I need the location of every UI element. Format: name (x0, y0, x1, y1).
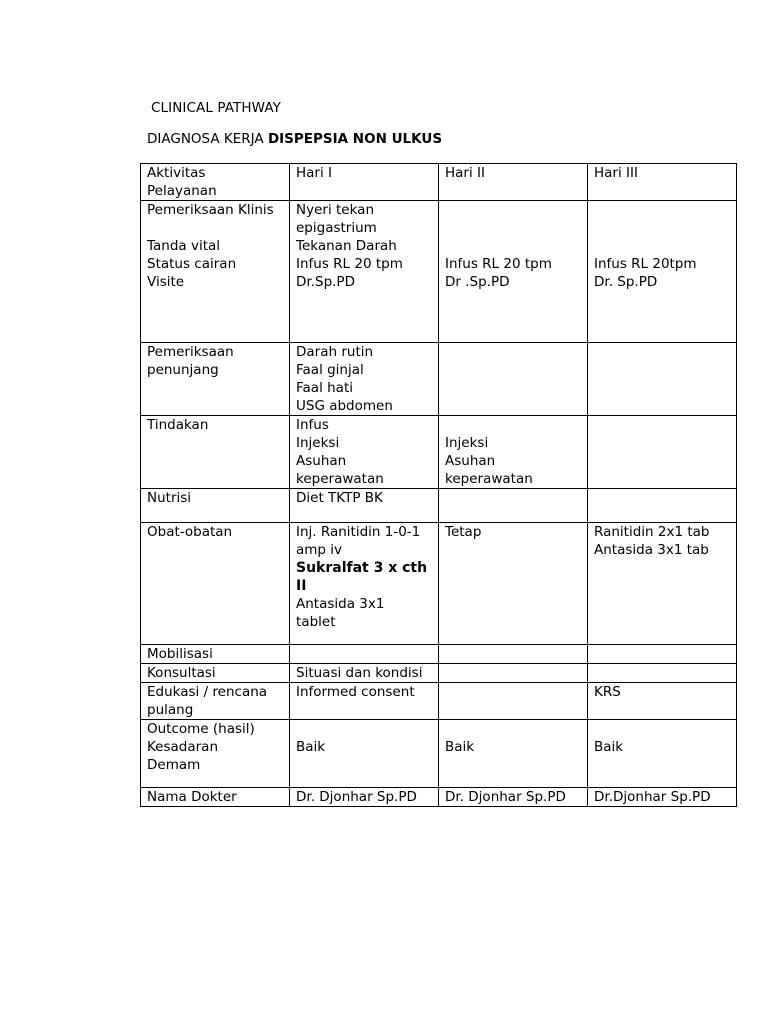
table-cell (141, 489, 290, 523)
table-row-outcome (141, 720, 737, 788)
table-cell (141, 720, 290, 788)
diagnosis-value: DISPEPSIA NON ULKUS (267, 131, 443, 147)
cell-line: Injeksi (445, 435, 489, 451)
header-cell (439, 164, 588, 201)
cell-line: Outcome (hasil) (147, 721, 255, 737)
cell-line: keperawatan (296, 471, 384, 487)
table-cell (439, 523, 588, 645)
table-cell (290, 788, 439, 807)
table-cell (439, 664, 588, 683)
table-cell (588, 645, 737, 664)
table-cell (290, 645, 439, 664)
table-cell (588, 664, 737, 683)
cell-line: Nyeri tekan (296, 202, 374, 218)
table-cell (290, 201, 439, 343)
cell-line: Tanda vital (147, 238, 221, 254)
cell-line: Infus (296, 417, 329, 433)
cell-line: Dr. Sp.PD (594, 274, 658, 290)
cell-line: Infus RL 20 tpm (296, 256, 403, 272)
table-cell (141, 645, 290, 664)
cell-line: Diet TKTP BK (296, 490, 383, 506)
cell-line (445, 237, 582, 255)
table-cell (290, 343, 439, 416)
cell-line: Dr .Sp.PD (445, 274, 510, 290)
table-cell (141, 523, 290, 645)
cell-line: Infus RL 20tpm (594, 256, 697, 272)
table-row-pemeriksaan-klinis (141, 201, 737, 343)
table-cell (439, 416, 588, 489)
table-row-konsultasi (141, 664, 737, 683)
cell-line: Edukasi / rencana (147, 684, 268, 700)
cell-line: Status cairan (147, 256, 237, 272)
cell-line: keperawatan (445, 471, 533, 487)
cell-line: Asuhan (445, 453, 496, 469)
cell-line (445, 201, 582, 219)
table-cell (290, 523, 439, 645)
cell-line: Antasida 3x1 (296, 596, 385, 612)
cell-line: Ranitidin 2x1 tab (594, 524, 710, 540)
cell-line: Sukralfat 3 x cth (296, 560, 428, 576)
table-row-pemeriksaan-penunjang (141, 343, 737, 416)
diagnosis-label: DIAGNOSA KERJA (147, 131, 268, 147)
cell-line: Infus RL 20 tpm (445, 256, 552, 272)
cell-line: Tekanan Darah (296, 238, 397, 254)
cell-line: Asuhan (296, 453, 347, 469)
table-row-obat-obatan (141, 523, 737, 645)
table-header-row (141, 164, 737, 201)
cell-line: USG abdomen (296, 398, 393, 414)
cell-line: Dr.Sp.PD (296, 274, 355, 290)
document-title: CLINICAL PATHWAY (151, 100, 281, 116)
cell-line: Obat-obatan (147, 524, 233, 540)
table-cell (588, 720, 737, 788)
table-cell (290, 683, 439, 720)
table-cell (588, 523, 737, 645)
cell-line: Pemeriksaan Klinis (147, 202, 274, 218)
table-cell (290, 664, 439, 683)
table-cell (588, 416, 737, 489)
cell-line: Inj. Ranitidin 1-0-1 (296, 524, 421, 540)
cell-line: Faal hati (296, 380, 353, 396)
table-cell (290, 720, 439, 788)
table-cell (439, 343, 588, 416)
table-cell (588, 788, 737, 807)
cell-line: Hari III (594, 165, 638, 181)
cell-line: Hari I (296, 165, 332, 181)
diagnosis-line (147, 131, 442, 147)
table-row-tindakan (141, 416, 737, 489)
cell-line: Antasida 3x1 tab (594, 542, 709, 558)
cell-line: II (296, 578, 307, 594)
table-cell (439, 788, 588, 807)
table-row-edukasi (141, 683, 737, 720)
header-cell (141, 164, 290, 201)
cell-line: Nutrisi (147, 490, 192, 506)
table-cell (141, 664, 290, 683)
cell-line: Baik (594, 739, 624, 755)
table-cell (439, 683, 588, 720)
table-cell (290, 416, 439, 489)
cell-line (445, 219, 582, 237)
cell-line: Pelayanan (147, 183, 217, 199)
header-cell (588, 164, 737, 201)
table-cell (439, 489, 588, 523)
cell-line: pulang (147, 702, 194, 718)
cell-line: amp iv (296, 542, 343, 558)
cell-line: Darah rutin (296, 344, 374, 360)
cell-line (445, 720, 582, 738)
table-row-nutrisi (141, 489, 737, 523)
cell-line: Dr. Djonhar Sp.PD (296, 789, 417, 805)
cell-line: Faal ginjal (296, 362, 364, 378)
cell-line: epigastrium (296, 220, 377, 236)
table-row-mobilisasi (141, 645, 737, 664)
cell-line (594, 219, 731, 237)
table-cell (588, 683, 737, 720)
table-cell (439, 645, 588, 664)
cell-line: Pemeriksaan (147, 344, 234, 360)
cell-line (594, 720, 731, 738)
cell-line: Injeksi (296, 435, 340, 451)
header-cell (290, 164, 439, 201)
table-cell (290, 489, 439, 523)
table-cell (141, 343, 290, 416)
table-cell (588, 343, 737, 416)
table-cell (588, 489, 737, 523)
cell-line: Kesadaran (147, 739, 219, 755)
cell-line: penunjang (147, 362, 219, 378)
cell-line: Mobilisasi (147, 646, 213, 662)
cell-line: Visite (147, 274, 185, 290)
cell-line (296, 720, 433, 738)
table-cell (588, 201, 737, 343)
cell-line: Konsultasi (147, 665, 216, 681)
cell-line: Aktivitas (147, 165, 206, 181)
table-row-nama-dokter (141, 788, 737, 807)
cell-line: Demam (147, 757, 201, 773)
cell-line: Baik (296, 739, 326, 755)
cell-line (445, 416, 582, 434)
cell-line: KRS (594, 684, 621, 700)
cell-line (594, 201, 731, 219)
clinical-pathway-table (140, 163, 737, 807)
table-cell (439, 720, 588, 788)
table-cell (141, 683, 290, 720)
cell-line: Situasi dan kondisi (296, 665, 423, 681)
table-body (141, 164, 737, 807)
table-cell (141, 201, 290, 343)
cell-line: Dr.Djonhar Sp.PD (594, 789, 711, 805)
cell-line (147, 219, 284, 237)
cell-line: tablet (296, 614, 336, 630)
cell-line: Informed consent (296, 684, 415, 700)
table-cell (439, 201, 588, 343)
cell-line: Tetap (445, 524, 482, 540)
cell-line (594, 237, 731, 255)
table-cell (141, 416, 290, 489)
cell-line: Hari II (445, 165, 485, 181)
cell-line: Dr. Djonhar Sp.PD (445, 789, 566, 805)
cell-line: Baik (445, 739, 475, 755)
cell-line: Tindakan (147, 417, 209, 433)
table-cell (141, 788, 290, 807)
cell-line: Nama Dokter (147, 789, 237, 805)
